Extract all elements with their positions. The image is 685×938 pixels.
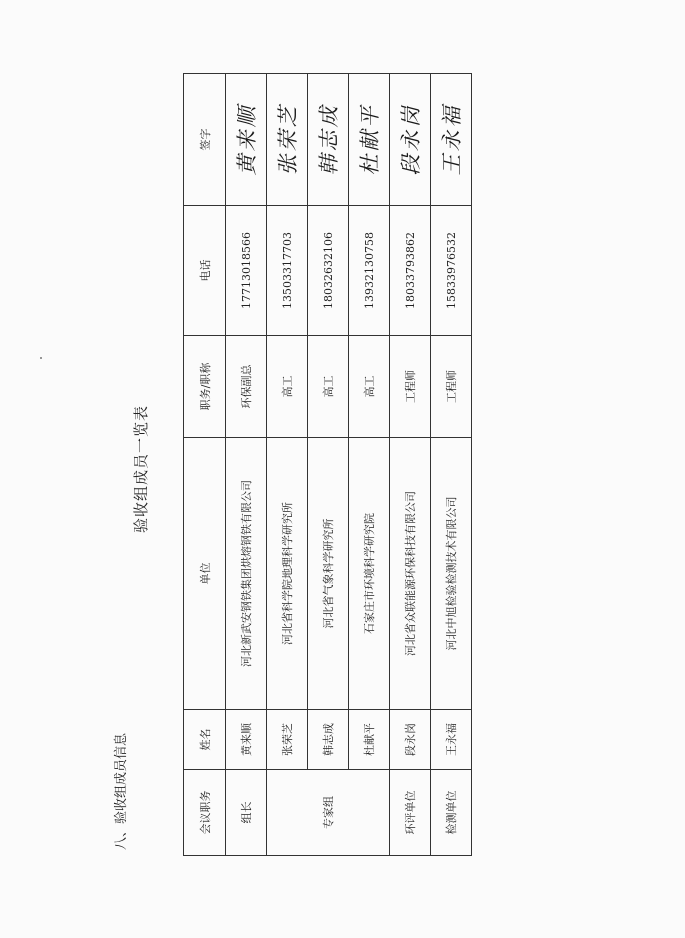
handwritten-signature: 张荣芝 bbox=[267, 74, 308, 206]
section-heading: 八、验收组成员信息 bbox=[114, 732, 129, 850]
phone-cell: 13932130758 bbox=[349, 206, 390, 336]
role-cell-experts: 专家组 bbox=[267, 770, 390, 856]
header-signature: 签字 bbox=[184, 74, 226, 206]
handwritten-signature: 王永福 bbox=[431, 74, 472, 206]
name-cell: 杜献平 bbox=[349, 710, 390, 770]
member-table bbox=[183, 73, 472, 856]
header-role: 会议职务 bbox=[184, 770, 226, 856]
role-cell-eia: 环评单位 bbox=[390, 770, 431, 856]
unit-cell: 河北省科学院地理科学研究所 bbox=[267, 438, 308, 710]
table-title: 验收组成员一览表 bbox=[132, 405, 150, 534]
unit-cell: 河北省气象科学研究所 bbox=[308, 438, 349, 710]
position-cell: 高工 bbox=[308, 336, 349, 438]
table-row bbox=[267, 74, 308, 856]
unit-cell: 河北省众联能源环保科技有限公司 bbox=[390, 438, 431, 710]
table-row bbox=[308, 74, 349, 856]
table-row bbox=[349, 74, 390, 856]
role-cell-monitor: 检测单位 bbox=[431, 770, 472, 856]
unit-cell: 河北中旭检验检测技术有限公司 bbox=[431, 438, 472, 710]
handwritten-signature: 杜献平 bbox=[349, 74, 390, 206]
phone-cell: 15833976532 bbox=[431, 206, 472, 336]
name-cell: 韩志成 bbox=[308, 710, 349, 770]
position-cell: 环保副总 bbox=[226, 336, 267, 438]
name-cell: 段永岗 bbox=[390, 710, 431, 770]
name-cell: 黄来顺 bbox=[226, 710, 267, 770]
table-row bbox=[431, 74, 472, 856]
table-row bbox=[226, 74, 267, 856]
position-cell: 工程师 bbox=[390, 336, 431, 438]
position-cell: 高工 bbox=[267, 336, 308, 438]
handwritten-signature: 韩志成 bbox=[308, 74, 349, 206]
position-cell: 高工 bbox=[349, 336, 390, 438]
phone-cell: 13503317703 bbox=[267, 206, 308, 336]
header-name: 姓名 bbox=[184, 710, 226, 770]
handwritten-signature: 黄来顺 bbox=[226, 74, 267, 206]
name-cell: 王永福 bbox=[431, 710, 472, 770]
handwritten-signature: 段永岗 bbox=[390, 74, 431, 206]
unit-cell: 石家庄市环境科学研究院 bbox=[349, 438, 390, 710]
role-cell-leader: 组长 bbox=[226, 770, 267, 856]
unit-cell: 河北新武安钢铁集团烘熔钢铁有限公司 bbox=[226, 438, 267, 710]
phone-cell: 17713018566 bbox=[226, 206, 267, 336]
table-header-row bbox=[184, 74, 226, 856]
phone-cell: 18032632106 bbox=[308, 206, 349, 336]
header-unit: 单位 bbox=[184, 438, 226, 710]
phone-cell: 18033793862 bbox=[390, 206, 431, 336]
position-cell: 工程师 bbox=[431, 336, 472, 438]
header-position: 职务/职称 bbox=[184, 336, 226, 438]
table-row bbox=[390, 74, 431, 856]
name-cell: 张荣芝 bbox=[267, 710, 308, 770]
header-phone: 电话 bbox=[184, 206, 226, 336]
